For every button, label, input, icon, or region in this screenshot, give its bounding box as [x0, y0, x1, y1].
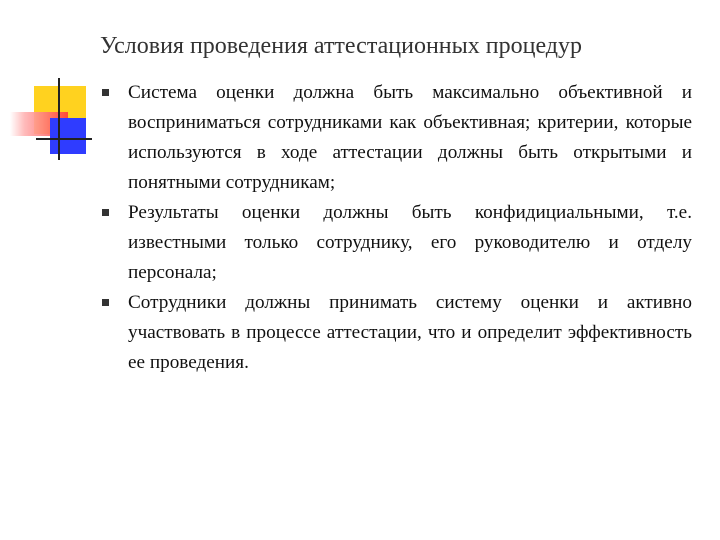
slide-title: Условия проведения аттестационных процедур	[100, 33, 582, 59]
bullet-item	[100, 198, 692, 288]
bullet-text: Сотрудники должны принимать систему оценки и активно участвовать в процессе аттестации, что и определит эффективность ее проведения.	[128, 292, 692, 373]
vertical-line	[58, 78, 60, 160]
decorative-color-blocks	[0, 0, 100, 170]
bullet-list	[100, 78, 692, 378]
square-bullet-icon	[102, 299, 109, 306]
bullet-item	[100, 78, 692, 198]
square-bullet-icon	[102, 89, 109, 96]
bullet-text: Результаты оценки должны быть конфидициальными, т.е. известными только сотруднику, его руководителю и отделу персонала;	[128, 202, 692, 283]
blue-square	[50, 118, 86, 154]
bullet-text: Система оценки должна быть максимально объективной и восприниматься сотрудниками как объективная; критерии, которые используются в ходе аттестации должны быть открытыми и понятными сотрудникам;	[128, 82, 692, 193]
bullet-item	[100, 288, 692, 378]
horizontal-line	[36, 138, 92, 140]
square-bullet-icon	[102, 209, 109, 216]
